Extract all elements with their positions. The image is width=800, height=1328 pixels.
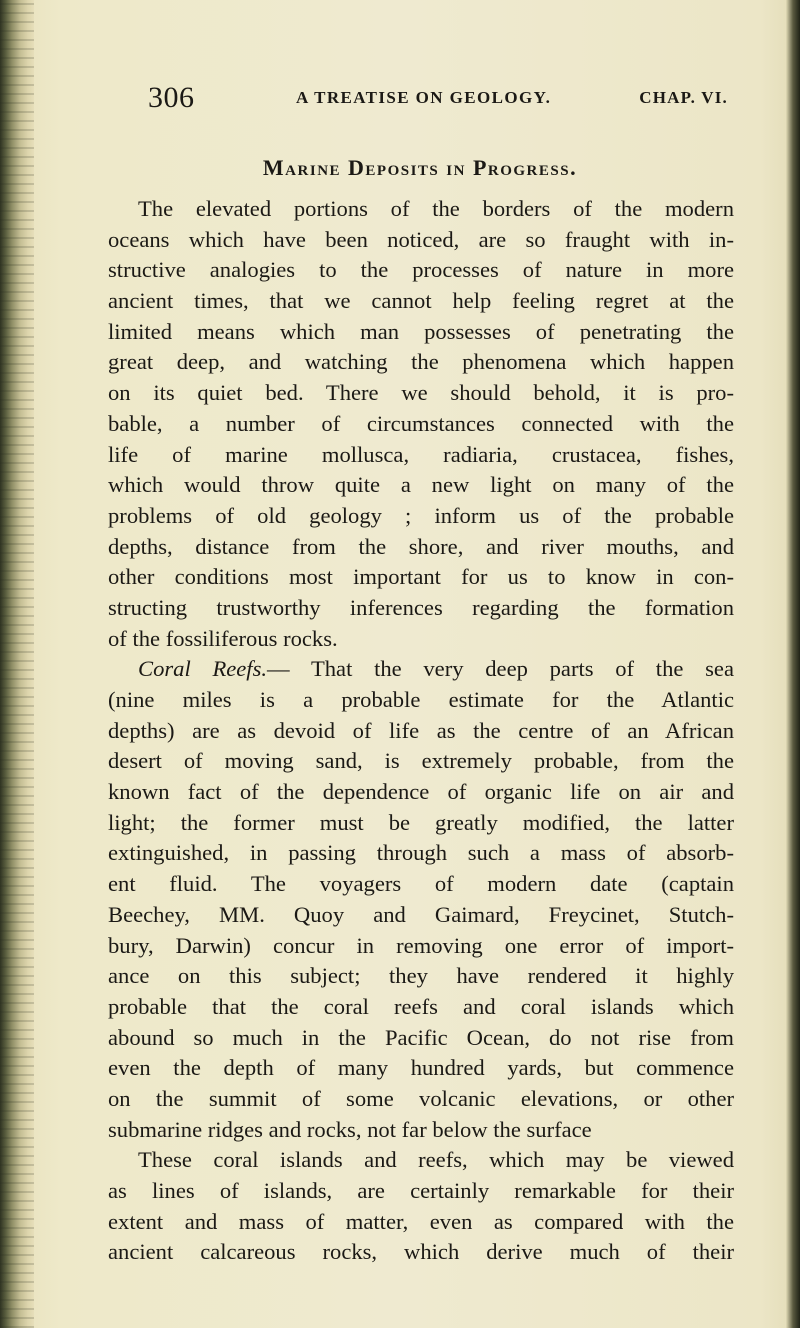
text-line: depths) are as devoid of life as the centre of an African <box>108 717 734 743</box>
text-line: abound so much in the Pacific Ocean, do not rise from <box>108 1024 734 1050</box>
text-line: other conditions most important for us to know in con- <box>108 564 734 590</box>
section-title: Marine Deposits in Progress. <box>262 155 578 180</box>
page-edge <box>786 0 800 1328</box>
text-line: The elevated portions of the borders of the modern <box>138 196 734 221</box>
chapter-label: CHAP. VI. <box>639 88 728 107</box>
text-line: known fact of the dependence of organic life on air and <box>108 779 734 805</box>
text-line: depths, distance from the shore, and river mouths, and <box>108 533 734 559</box>
book-gutter <box>0 0 34 1328</box>
text-line: These coral islands and reefs, which may be viewed <box>138 1147 734 1173</box>
text-line: Beechey, MM. Quoy and Gaimard, Freycinet, Stutch- <box>108 901 734 927</box>
text-line: bury, Darwin) concur in removing one error of import- <box>108 932 734 958</box>
text-line: great deep, and watching the phenomena which happen <box>108 349 734 375</box>
text-line: ancient calcareous rocks, which derive much of their <box>108 1239 734 1265</box>
text-line: as lines of islands, are certainly remarkable for their <box>108 1178 734 1203</box>
run-in-heading: Coral Reefs. <box>138 656 268 682</box>
text-line: light; the former must be greatly modified, the latter <box>108 809 734 835</box>
text-line-with-run-in <box>108 654 734 685</box>
text-line: on its quiet bed. There we should behold, it is pro- <box>108 380 734 406</box>
text-line: desert of moving sand, is extremely probable, from the <box>108 748 734 774</box>
text-line: ancient times, that we cannot help feeling regret at the <box>108 288 734 314</box>
text-line: limited means which man possesses of penetrating the <box>108 318 734 344</box>
text-line: extent and mass of matter, even as compared with the <box>108 1208 734 1234</box>
text-line: ent fluid. The voyagers of modern date (captain <box>108 871 734 897</box>
text-line: extinguished, in passing through such a mass of absorb- <box>108 840 734 866</box>
text-line: of the fossiliferous rocks. <box>108 625 338 651</box>
text-line: life of marine mollusca, radiaria, crustacea, fishes, <box>108 441 734 467</box>
body-text <box>108 194 734 1268</box>
text-line: submarine ridges and rocks, not far below the surface <box>108 1116 592 1142</box>
text-line: even the depth of many hundred yards, but commence <box>108 1055 734 1081</box>
text-line: bable, a number of circumstances connected with the <box>108 410 734 436</box>
text-line: probable that the coral reefs and coral islands which <box>108 993 734 1019</box>
page-number: 306 <box>148 81 195 114</box>
text-line: which would throw quite a new light on many of the <box>108 472 734 498</box>
text-line: (nine miles is a probable estimate for the Atlantic <box>108 687 734 712</box>
running-head: A TREATISE ON GEOLOGY. <box>296 88 552 107</box>
run-in-rest: — That the very deep parts of the sea <box>267 656 734 682</box>
text-line: problems of old geology ; inform us of the probable <box>108 502 734 528</box>
text-line: structive analogies to the processes of nature in more <box>108 257 734 283</box>
text-line: on the summit of some volcanic elevations, or other <box>108 1085 734 1111</box>
text-line: structing trustworthy inferences regarding the formation <box>108 594 734 620</box>
text-line: oceans which have been noticed, are so fraught with in- <box>108 226 734 252</box>
page-header <box>148 80 728 116</box>
text-line: ance on this subject; they have rendered it highly <box>108 963 734 989</box>
